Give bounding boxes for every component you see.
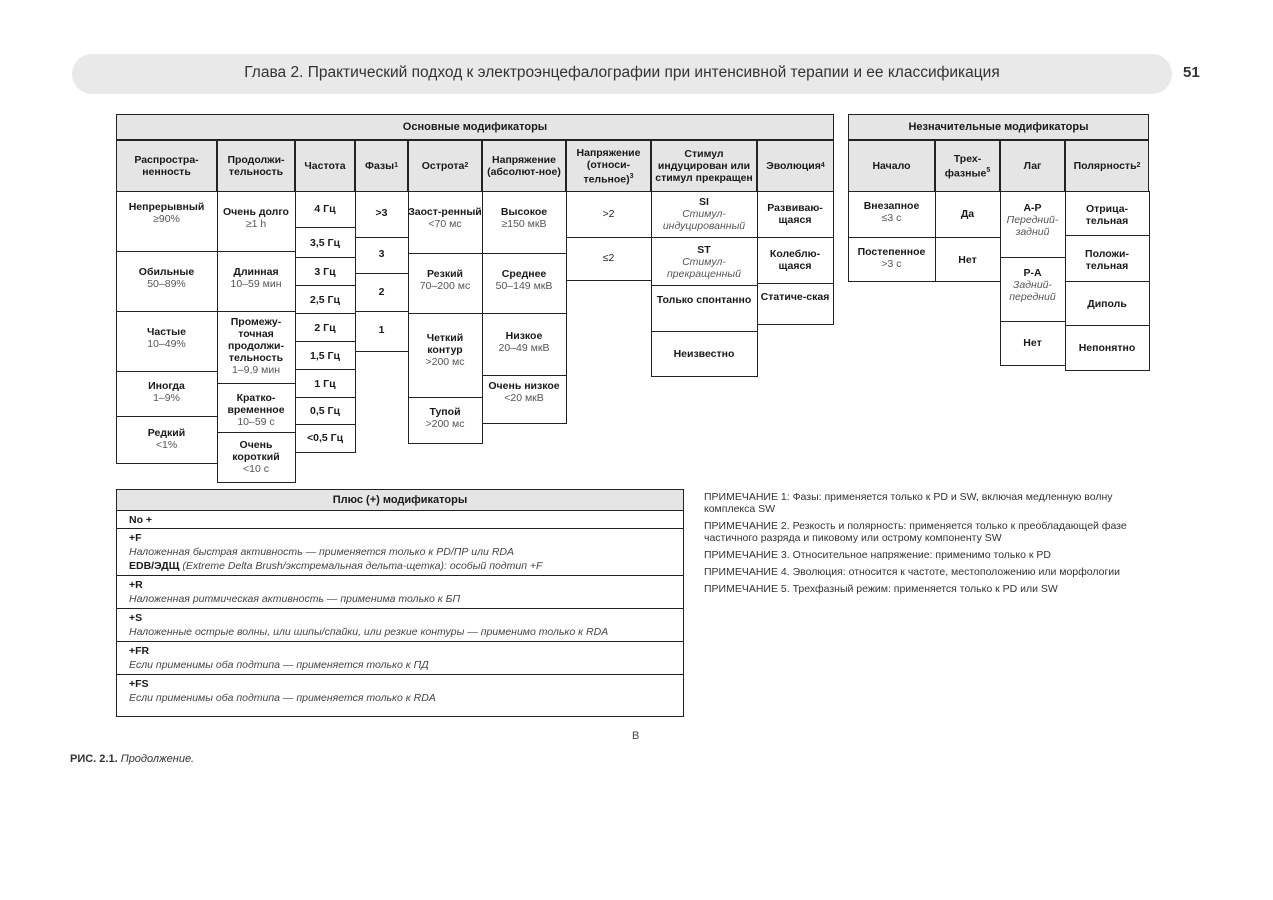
sharpness-cell: Тупой >200 мс (425, 406, 465, 430)
plus-row-r: +R Наложенная ритмическая активность — применима только к БП (117, 576, 683, 609)
figure-caption: РИС. 2.1. Продолжение. (70, 753, 195, 765)
duration-cell: Кратко-временное 10–59 с (217, 384, 295, 433)
panel-marker: В (632, 730, 640, 742)
plus-modifiers-table (116, 489, 684, 717)
col-header-polarity: Полярность 2 (1065, 140, 1149, 192)
onset-cell: Постепенное >3 с (857, 246, 926, 270)
phases-cell: 3 (355, 238, 408, 274)
col-header-voltage-rel: Напряжение (относи-тельное)$^3$ (566, 140, 651, 192)
col-header-stimulus: Стимул индуцирован или стимул прекращен (651, 140, 757, 192)
col-header-lag: Лаг (1000, 140, 1065, 192)
duration-cell: Очень долго ≥1 h (217, 192, 295, 252)
page-number: 51 (1183, 64, 1200, 81)
frequency-cell: 1,5 Гц (295, 342, 355, 370)
chapter-title: Глава 2. Практический подход к электроэнцефалографии при интенсивной терапии и ее классификация (244, 64, 1000, 81)
voltage-abs-cell: Низкое 20–49 мкВ (482, 314, 566, 376)
frequency-cell: <0,5 Гц (306, 432, 344, 444)
phases-cell: 1 (378, 324, 385, 336)
col-header-sharpness: Острота 2 (408, 140, 482, 192)
prevalence-cell: Непрерывный ≥90% (116, 192, 217, 252)
stimulus-cell: ST Стимул-прекращенный (651, 238, 757, 286)
col-header-duration: Продолжи-тельность (217, 140, 295, 192)
voltage-rel-cell: ≤2 (602, 252, 615, 264)
running-header (72, 54, 1172, 94)
stimulus-cell: SI Стимул-индуцированный (651, 192, 757, 238)
duration-cell: Промежу-точная продолжи-тельность 1–9,9 мин (217, 312, 295, 384)
col-header-prevalence: Распростра-ненность (116, 140, 217, 192)
frequency-cell: 2 Гц (295, 314, 355, 342)
polarity-cell: Диполь (1065, 282, 1149, 326)
prevalence-cell: Обильные 50–89% (116, 252, 217, 312)
evolution-cell: Развиваю-щаяся (757, 192, 833, 238)
frequency-cell: 1 Гц (295, 370, 355, 398)
col-header-frequency: Частота (295, 140, 355, 192)
plus-row-no-plus: No + (117, 511, 683, 529)
stimulus-cell: Неизвестно (673, 348, 735, 360)
prevalence-cell: Иногда 1–9% (116, 372, 217, 417)
col-header-phases: Фазы 1 (355, 140, 408, 192)
frequency-cell: 2,5 Гц (295, 286, 355, 314)
duration-cell: Очень короткий <10 с (232, 439, 280, 475)
voltage-abs-cell: Высокое ≥150 мкВ (482, 192, 566, 254)
col-header-triphasic: Трех-фазные$^5$ (935, 140, 1000, 192)
col-header-evolution: Эволюция 4 (757, 140, 834, 192)
voltage-rel-cell: >2 (566, 192, 651, 238)
voltage-abs-cell: Очень низкое <20 мкВ (488, 380, 560, 404)
frequency-cell: 4 Гц (295, 192, 355, 228)
prevalence-cell: Частые 10–49% (116, 312, 217, 372)
polarity-cell: Отрица-тельная (1065, 192, 1149, 236)
evolution-cell: Колеблю-щаяся (757, 238, 833, 284)
col-header-voltage-abs: Напряжение (абсолют-ное) (482, 140, 566, 192)
polarity-cell: Положи-тельная (1065, 236, 1149, 282)
phases-cell: >3 (355, 192, 408, 238)
lag-cell: Нет (1023, 337, 1042, 349)
minor-modifiers-title: Незначительные модификаторы (848, 114, 1149, 140)
note-5: ПРИМЕЧАНИЕ 5. Трехфазный режим: применяется только к PD или SW (704, 583, 1058, 595)
voltage-abs-cell: Среднее 50–149 мкВ (482, 254, 566, 314)
frequency-cell: 3,5 Гц (295, 228, 355, 258)
frequency-cell: 0,5 Гц (295, 398, 355, 425)
sharpness-cell: Заост-ренный <70 мс (408, 192, 482, 254)
evolution-cell: Статиче-ская (760, 291, 830, 303)
plus-modifiers-title: Плюс (+) модификаторы (117, 490, 683, 511)
notes-block (704, 491, 1144, 600)
prevalence-cell: Редкий <1% (147, 427, 186, 451)
triphasic-cell: Нет (958, 254, 977, 266)
note-1: ПРИМЕЧАНИЕ 1: Фазы: применяется только к PD и SW, включая медленную волну комплекса SW (704, 491, 1113, 515)
note-4: ПРИМЕЧАНИЕ 4. Эволюция: относится к частоте, местоположению или морфологии (704, 566, 1121, 578)
note-2: ПРИМЕЧАНИЕ 2. Резкость и полярность: применяется только к преобладающей фазе частичного разряда и пиковому или острому компоненту SW (704, 520, 1127, 544)
duration-cell: Длинная 10–59 мин (217, 252, 295, 312)
lag-cell: P-A Задний-передний (1000, 258, 1065, 322)
triphasic-cell: Да (935, 192, 1000, 238)
onset-cell: Внезапное ≤3 с (848, 192, 935, 238)
plus-row-f: +F Наложенная быстрая активность — применяется только к PD/ПР или RDA EDB/ЭДЩ (Extreme Delta Brush/экстремальная дельта-щетка): особый подтип +F (117, 529, 683, 576)
phases-cell: 2 (355, 274, 408, 312)
stimulus-cell: Только спонтанно (651, 286, 757, 332)
plus-row-s: +S Наложенные острые волны, или шипы/спайки, или резкие контуры — применимо только к RDA (117, 609, 683, 642)
sharpness-cell: Резкий 70–200 мс (408, 254, 482, 314)
lag-cell: A-P Передний-задний (1000, 192, 1065, 258)
main-modifiers-title: Основные модификаторы (116, 114, 834, 140)
col-header-onset: Начало (848, 140, 935, 192)
sharpness-cell: Четкий контур >200 мс (408, 314, 482, 398)
plus-row-fs: +FS Если применимы оба подтипа — применяется только к RDA (129, 678, 436, 704)
note-3: ПРИМЕЧАНИЕ 3. Относительное напряжение: применимо только к PD (704, 549, 1051, 561)
plus-row-fr: +FR Если применимы оба подтипа — применяется только к ПД (117, 642, 683, 675)
polarity-cell: Непонятно (1078, 342, 1136, 354)
frequency-cell: 3 Гц (295, 258, 355, 286)
